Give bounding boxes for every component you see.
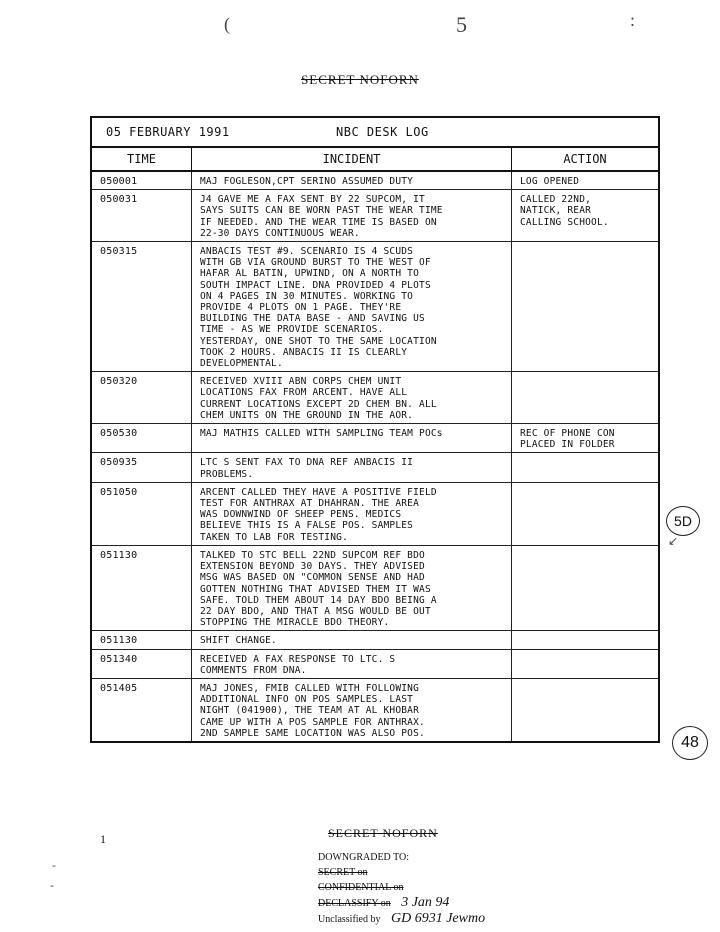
- log-row: [92, 190, 658, 242]
- declassify-line: [318, 895, 485, 911]
- log-action-cell: [512, 679, 658, 741]
- log-incident-cell: LTC S SENT FAX TO DNA REF ANBACIS II PROBLEMS.: [192, 453, 512, 481]
- column-headers: [92, 148, 658, 172]
- log-incident-cell: TALKED TO STC BELL 22ND SUPCOM REF BDO EXTENSION BEYOND 30 DAYS. THEY ADVISED MSG WAS BASED ON "COMMON SENSE AND HAD GOTTEN NOTHING THAT ADVISED THEM IT WAS SAFE. TOLD THEM ABOUT 14 DAY BDO BEING A 22 DAY BDO, AND THAT A MSG WOULD BE OUT STOPPING THE MIRACLE BDO THEORY.: [192, 546, 512, 630]
- log-incident-cell: MAJ MATHIS CALLED WITH SAMPLING TEAM POCs: [192, 424, 512, 452]
- margin-circle-note: 48: [672, 726, 708, 760]
- log-incident-cell: RECEIVED A FAX RESPONSE TO LTC. S COMMENTS FROM DNA.: [192, 650, 512, 678]
- log-row: [92, 679, 658, 741]
- log-time-cell: 051130: [92, 546, 192, 630]
- log-incident-cell: MAJ JONES, FMIB CALLED WITH FOLLOWING ADDITIONAL INFO ON POS SAMPLES. LAST NIGHT (041900), THE TEAM AT AL KHOBAR CAME UP WITH A POS SAMPLE FOR ANTHRAX. 2ND SAMPLE SAME LOCATION WAS ALSO POS.: [192, 679, 512, 741]
- confidential-line: CONFIDENTIAL on: [318, 882, 404, 893]
- log-incident-cell: RECEIVED XVIII ABN CORPS CHEM UNIT LOCATIONS FAX FROM ARCENT. HAVE ALL CURRENT LOCATIONS EXCEPT 2D CHEM BN. ALL CHEM UNITS ON THE GROUND IN THE AOR.: [192, 372, 512, 423]
- margin-circle-note: 5D: [666, 506, 700, 536]
- column-header-incident: INCIDENT: [192, 148, 512, 170]
- log-date: 05 FEBRUARY 1991: [106, 125, 230, 139]
- log-time-cell: 050320: [92, 372, 192, 423]
- log-time-cell: 050031: [92, 190, 192, 241]
- log-action-cell: [512, 453, 658, 481]
- log-action-cell: [512, 483, 658, 545]
- log-incident-cell: SHIFT CHANGE.: [192, 631, 512, 648]
- log-time-cell: 051405: [92, 679, 192, 741]
- column-header-time: TIME: [92, 148, 192, 170]
- log-time-cell: 051130: [92, 631, 192, 648]
- log-time-cell: 051050: [92, 483, 192, 545]
- margin-arrow: ↙: [668, 534, 679, 548]
- log-row: [92, 483, 658, 546]
- secret-line: SECRET on: [318, 867, 368, 878]
- log-row: [92, 424, 658, 453]
- log-time-cell: 050935: [92, 453, 192, 481]
- log-action-cell: [512, 631, 658, 648]
- punch-mark: (: [224, 14, 230, 34]
- column-header-action: ACTION: [563, 152, 607, 166]
- declassification-block: [318, 850, 485, 927]
- log-row: [92, 546, 658, 631]
- log-row: [92, 631, 658, 649]
- log-incident-cell: ANBACIS TEST #9. SCENARIO IS 4 SCUDS WITH GB VIA GROUND BURST TO THE WEST OF HAFAR AL BATIN, UPWIND, ON A NORTH TO SOUTH IMPACT LINE. DNA PROVIDED 4 PLOTS ON 4 PAGES IN 30 MINUTES. WORKING TO PROVIDE 4 PLOTS ON 1 PAGE. THEY'RE BUILDING THE DATA BASE - AND SAVING US TIME - AS WE PROVIDE SCENARIOS. YESTERDAY, ONE SHOT TO THE SAME LOCATION TOOK 2 HOURS. ANBACIS II IS CLEARLY DEVELOPMENTAL.: [192, 242, 512, 371]
- log-row: [92, 172, 658, 190]
- log-row: [92, 372, 658, 424]
- log-title: NBC DESK LOG: [336, 125, 429, 139]
- log-action-cell: [512, 650, 658, 678]
- punch-mark: :: [630, 10, 636, 30]
- page-number-top: 5: [456, 12, 467, 37]
- scan-mark: -: [52, 858, 56, 872]
- declassify-handwritten: 3 Jan 94: [401, 895, 450, 910]
- log-incident-cell: MAJ FOGLESON,CPT SERINO ASSUMED DUTY: [192, 172, 512, 189]
- log-action-cell: LOG OPENED: [520, 176, 580, 187]
- log-action-cell: [512, 372, 658, 423]
- downgraded-label: DOWNGRADED TO:: [318, 852, 410, 863]
- log-row: [92, 650, 658, 679]
- log-action-cell: CALLED 22ND, NATICK, REAR CALLING SCHOOL.: [520, 194, 609, 228]
- log-time-cell: 050315: [92, 242, 192, 371]
- declassify-label: DECLASSIFY on: [318, 898, 391, 909]
- scan-mark: -: [50, 878, 54, 892]
- log-incident-cell: ARCENT CALLED THEY HAVE A POSITIVE FIELD TEST FOR ANTHRAX AT DHAHRAN. THE AREA WAS DOWNWIND OF SHEEP PENS. MEDICS BELIEVE THIS IS A FALSE POS. SAMPLES TAKEN TO LAB FOR TESTING.: [192, 483, 512, 545]
- log-action-cell: REC OF PHONE CON PLACED IN FOLDER: [520, 428, 615, 451]
- nbc-desk-log-table: [90, 116, 660, 743]
- unclassified-label: Unclassified by: [318, 914, 381, 925]
- log-row: [92, 453, 658, 482]
- log-title-row: [92, 118, 658, 148]
- classification-header: SECRET NOFORN: [301, 72, 419, 87]
- log-time-cell: 050530: [92, 424, 192, 452]
- unclassified-handwritten: GD 6931 Jewmo: [391, 911, 486, 926]
- log-incident-cell: J4 GAVE ME A FAX SENT BY 22 SUPCOM, IT SAYS SUITS CAN BE WORN PAST THE WEAR TIME IF NEEDED. AND THE WEAR TIME IS BASED ON 22-30 DAYS CONTINUOUS WEAR.: [192, 190, 512, 241]
- log-action-cell: [512, 546, 658, 630]
- classification-footer: SECRET NOFORN: [328, 826, 438, 840]
- page-number: 1: [100, 832, 106, 846]
- log-time-cell: 051340: [92, 650, 192, 678]
- log-row: [92, 242, 658, 372]
- log-rows: [92, 172, 658, 741]
- unclassified-line: [318, 911, 485, 927]
- log-action-cell: [512, 242, 658, 371]
- log-time-cell: 050001: [92, 172, 192, 189]
